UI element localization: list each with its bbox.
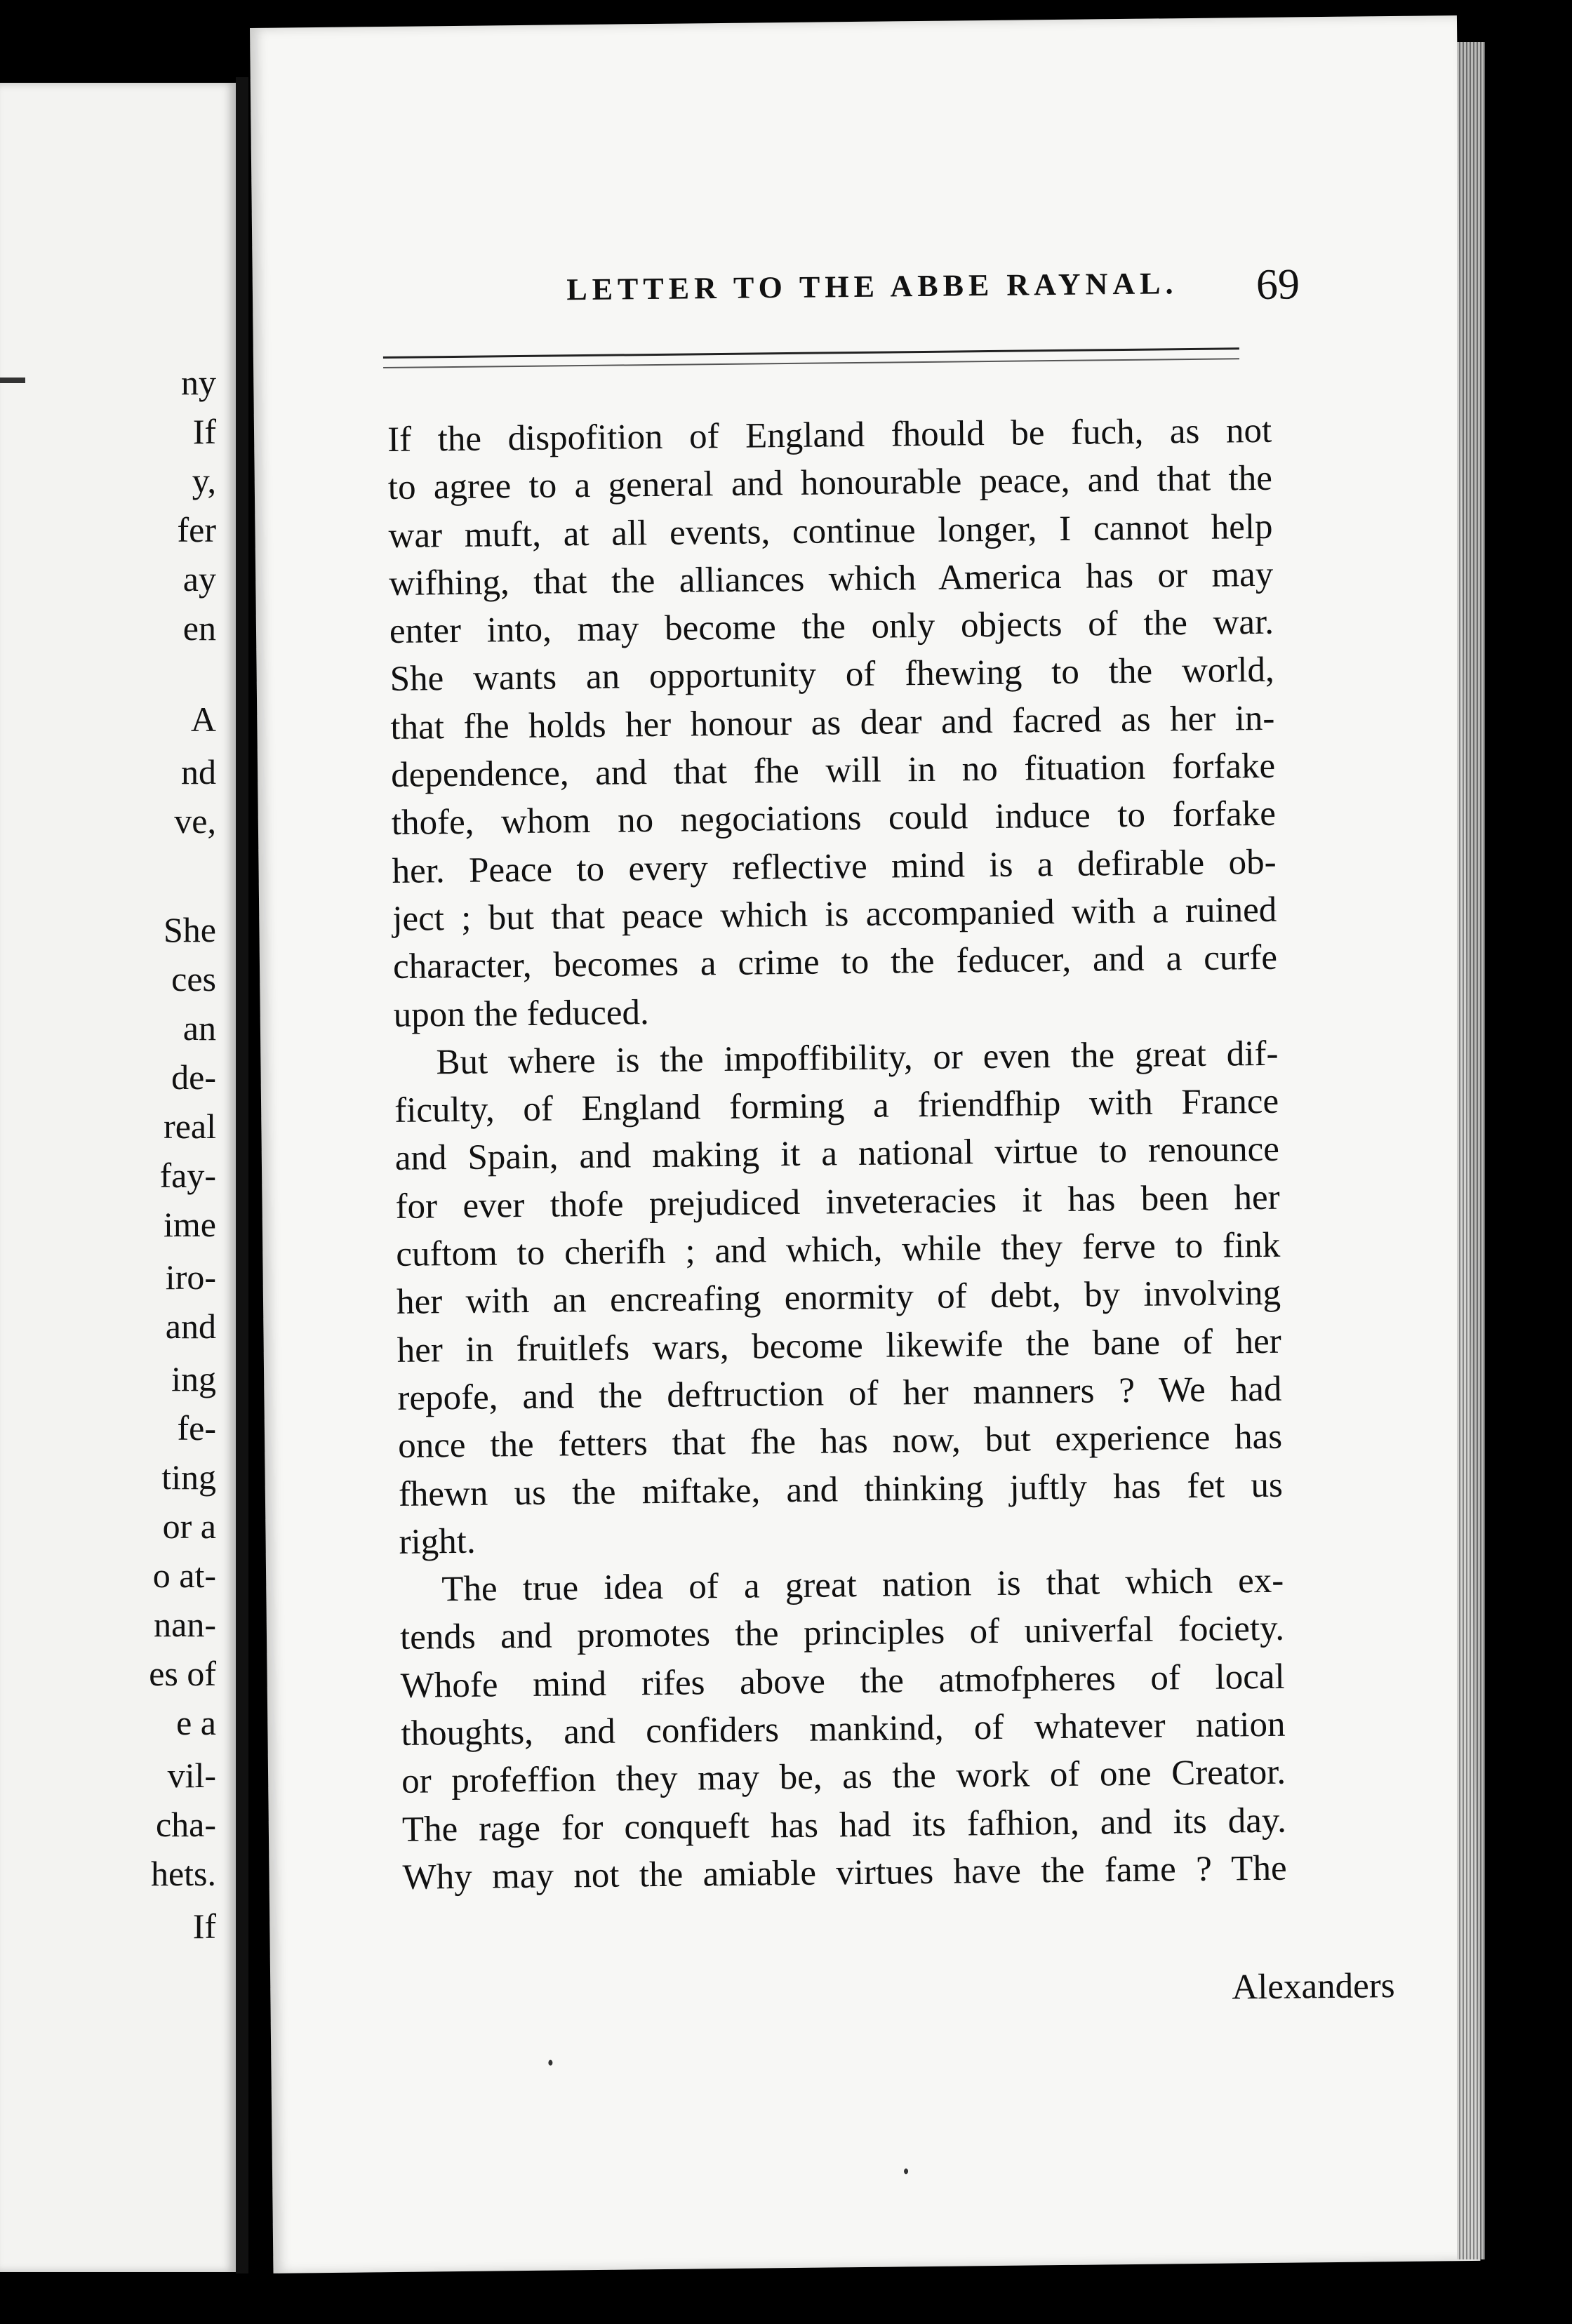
text-line: But where is the impoffibility, or even the great dif- xyxy=(436,1034,1279,1083)
previous-page-fragment-line: en xyxy=(182,608,216,648)
text-line: tends and promotes the principles of univerfal fociety. xyxy=(399,1609,1285,1658)
previous-page-fragment-line: fer xyxy=(177,510,216,549)
previous-page-fragment-line: nd xyxy=(181,752,216,792)
text-line: ject ; but that peace which is accompanied with a ruined xyxy=(392,890,1277,939)
text-line: The rage for conqueft has had its fafhion, and its day. xyxy=(401,1801,1287,1850)
previous-page-fragment xyxy=(0,83,236,2272)
previous-page-fragment-line: nan- xyxy=(154,1605,216,1644)
previous-page-fragment-line: real xyxy=(164,1107,216,1146)
paragraph-1 xyxy=(387,407,1278,1039)
text-line: her with an encreafing enormity of debt, by involving xyxy=(396,1274,1281,1323)
previous-page-rule xyxy=(0,378,25,383)
text-line: fhewn us the miftake, and thinking juftly has fet us xyxy=(398,1465,1284,1514)
catchword: Alexanders xyxy=(1232,1966,1395,2008)
previous-page-fragment-line: vil- xyxy=(167,1756,216,1795)
previous-page-fragment-line: de- xyxy=(171,1057,216,1097)
previous-page-fragment-line: ces xyxy=(171,959,216,999)
previous-page-fragment-line: es of xyxy=(149,1654,216,1693)
previous-page-fragment-line: or a xyxy=(162,1507,216,1546)
previous-page-fragment-line: ime xyxy=(164,1205,216,1244)
previous-page-fragment-line: If xyxy=(192,1906,216,1946)
previous-page-fragment-line: hets. xyxy=(150,1854,216,1893)
text-line: cuftom to cherifh ; and which, while they ferve to fink xyxy=(396,1225,1281,1274)
previous-page-fragment-line: ing xyxy=(171,1359,216,1398)
previous-page-fragment-line: ve, xyxy=(174,801,216,841)
text-line: repofe, and the deftruction of her manners ? We had xyxy=(397,1369,1282,1418)
previous-page-fragment-line: fay- xyxy=(159,1156,216,1195)
text-line: The true idea of a great nation is that which ex- xyxy=(441,1561,1284,1610)
previous-page-fragment-line: If xyxy=(192,412,216,451)
text-line: to agree to a general and honourable peace, and that the xyxy=(387,459,1273,508)
previous-page-fragment-line: fe- xyxy=(177,1408,216,1448)
previous-page-fragment-line: o at- xyxy=(152,1556,216,1595)
text-line: for ever thofe prejudiced inveteracies it has been her xyxy=(395,1177,1280,1227)
previous-page-fragment-line: A xyxy=(190,700,216,739)
previous-page-fragment-line: cha- xyxy=(155,1805,216,1844)
text-line: right. xyxy=(399,1521,476,1562)
ink-speck xyxy=(548,2060,552,2066)
page-number: 69 xyxy=(1255,260,1300,309)
text-line: thofe, whom no negociations could induce to forfake xyxy=(391,794,1277,843)
body-text xyxy=(387,407,1287,1902)
previous-page-fragment-line: y, xyxy=(192,461,216,500)
text-line: If the dispofition of England fhould be fuch, as not xyxy=(387,410,1272,460)
previous-page-fragment-line: ting xyxy=(161,1457,216,1497)
book-page xyxy=(250,15,1480,2273)
text-line: ficulty, of England forming a friendfhip with France xyxy=(394,1081,1279,1131)
text-line: enter into, may become the only objects of the war. xyxy=(389,602,1274,652)
running-head: LETTER TO THE ABBE RAYNAL. xyxy=(566,266,1178,307)
previous-page-fragment-line: an xyxy=(182,1008,216,1048)
previous-page-fragment-line: She xyxy=(164,910,216,949)
text-line: thoughts, and confiders mankind, of whatever nation xyxy=(401,1704,1286,1754)
text-line: her in fruitlefs wars, become likewife the bane of her xyxy=(397,1321,1281,1370)
previous-page-fragment-line: e a xyxy=(176,1703,216,1742)
text-line: once the fetters that fhe has now, but experience has xyxy=(397,1417,1283,1467)
header-rule xyxy=(383,347,1239,368)
text-line: Why may not the amiable virtues have the fame ? The xyxy=(402,1848,1287,1897)
text-line: She wants an opportunity of fhewing to the world, xyxy=(389,650,1274,700)
text-line: Whofe mind rifes above the atmofpheres of local xyxy=(400,1657,1285,1706)
ink-speck xyxy=(904,2168,908,2174)
previous-page-fragment-line: and xyxy=(165,1307,216,1346)
text-line: or profeffion they may be, as the work of one Creator. xyxy=(401,1752,1286,1802)
paragraph-3 xyxy=(399,1557,1287,1902)
text-line: her. Peace to every reflective mind is a defirable ob- xyxy=(392,842,1277,891)
text-line: and Spain, and making it a national virtue to renounce xyxy=(394,1130,1280,1179)
previous-page-fragment-line: ay xyxy=(182,559,216,599)
paragraph-2 xyxy=(394,1030,1284,1566)
text-line: dependence, and that fhe will in no fituation forfake xyxy=(390,746,1276,796)
text-line: that fhe holds her honour as dear and facred as her in- xyxy=(390,698,1275,747)
text-line: war muft, at all events, continue longer, I cannot help xyxy=(388,507,1273,556)
text-line: upon the feduced. xyxy=(393,992,649,1035)
previous-page-fragment-line: ny xyxy=(181,363,216,402)
text-line: wifhing, that the alliances which America has or may xyxy=(389,554,1274,603)
page-edges xyxy=(1457,42,1485,2259)
text-line: character, becomes a crime to the feducer, and a curfe xyxy=(392,938,1278,987)
book-gutter xyxy=(236,77,248,2273)
previous-page-fragment-line: iro- xyxy=(165,1257,216,1297)
